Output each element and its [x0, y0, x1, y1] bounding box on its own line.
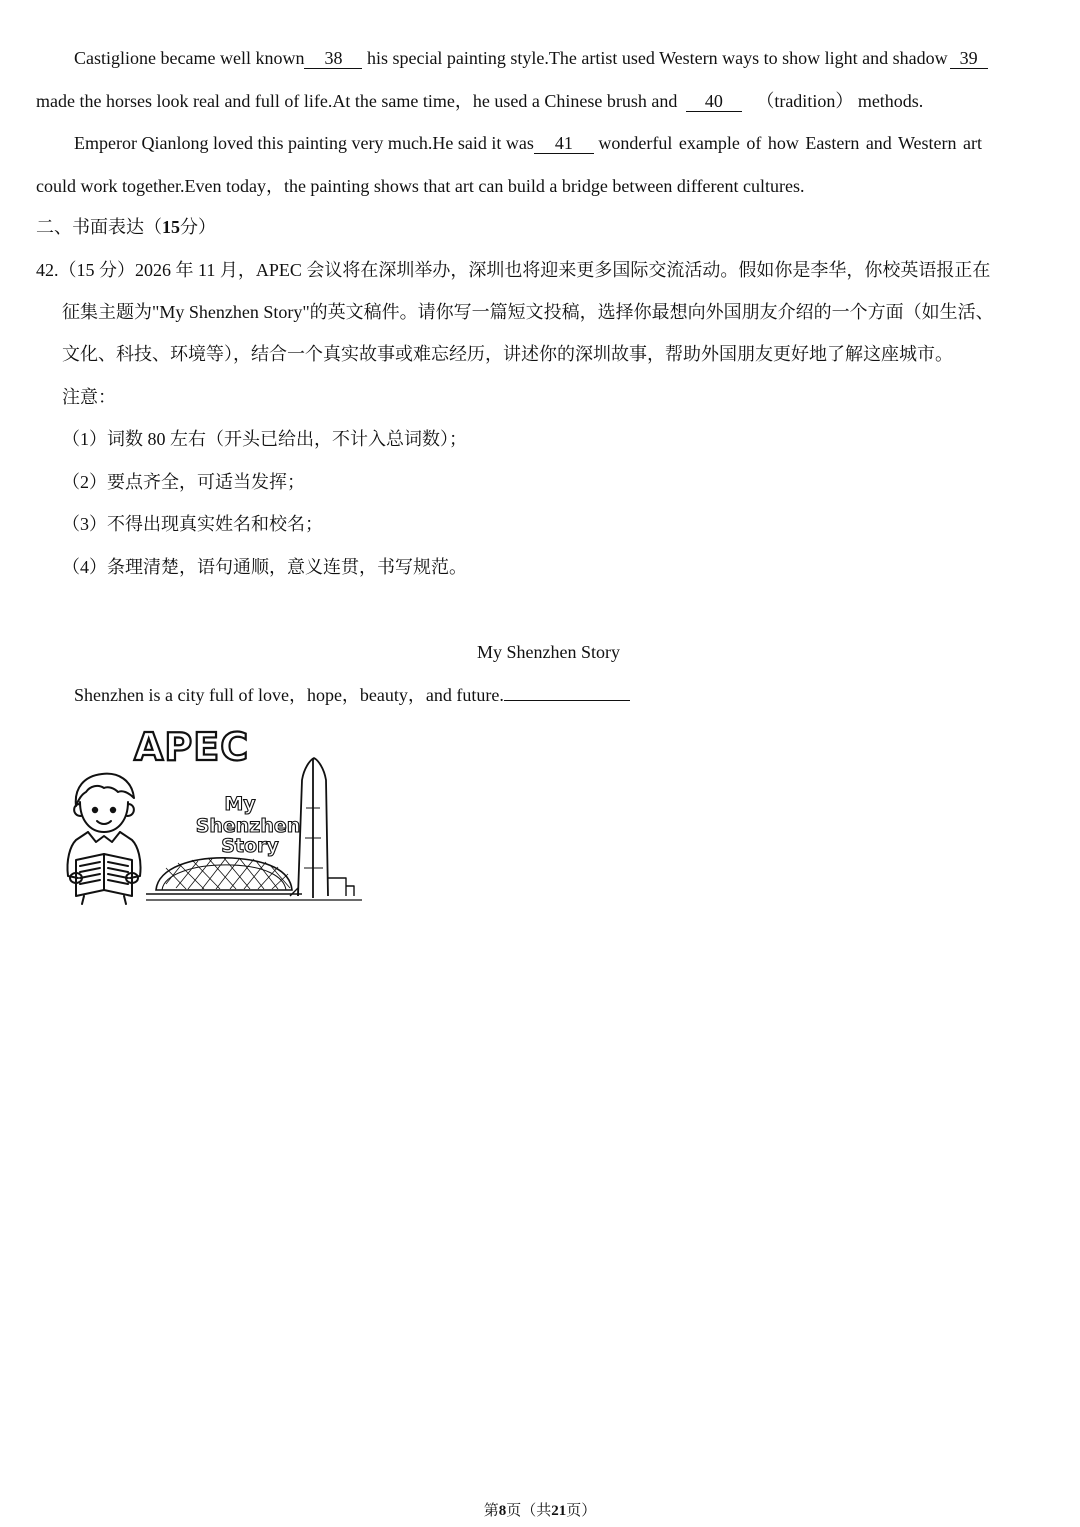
question-line-1: 42.（15 分）2026 年 11 月，APEC 会议将在深圳举办，深圳也将迎来更多国际交流活动。假如你是李华，你校英语报正在 — [36, 260, 991, 280]
question-line-3: 文化、科技、环境等），结合一个真实故事或难忘经历，讲述你的深圳故事，帮助外国朋友更好地了解这座城市。 — [62, 344, 953, 364]
answer-blank-38[interactable]: 38 — [304, 48, 362, 69]
passage-line-2 — [36, 89, 923, 113]
apec-logo-text: APEC — [134, 725, 250, 769]
boy-reading-icon — [67, 774, 140, 904]
note-item-4: （4）条理清楚，语句通顺，意义连贯，书写规范。 — [62, 557, 467, 577]
note-item-1: （1）词数 80 左右（开头已给出，不计入总词数）； — [62, 429, 467, 449]
essay-opening-text: Shenzhen is a city full of love，hope，beauty，and future. — [74, 685, 504, 705]
answer-blank-40[interactable]: 40 — [686, 91, 742, 112]
passage-text: made the horses look real and full of life.At the same time，he used a Chinese brush and — [36, 91, 678, 111]
stadium-icon — [146, 858, 362, 900]
shenzhen-label: Shenzhen — [195, 815, 301, 837]
passage-text: Castiglione became well known — [74, 48, 305, 68]
section-heading — [36, 215, 216, 239]
answer-blank-41[interactable]: 41 — [534, 133, 594, 154]
passage-text: （tradition） methods. — [756, 91, 924, 111]
note-item-3: （3）不得出现真实姓名和校名； — [62, 514, 323, 534]
page-footer — [0, 1501, 1080, 1521]
section-suffix: 分） — [180, 217, 216, 237]
note-label: 注意： — [62, 387, 116, 407]
passage-text: wonderful example of how Eastern and Western art — [598, 133, 982, 153]
skyscraper-icon — [290, 758, 354, 898]
apec-shenzhen-illustration — [62, 718, 362, 908]
total-page-number: 21 — [551, 1503, 567, 1519]
current-page-number: 8 — [498, 1503, 507, 1519]
passage-line-3 — [74, 131, 982, 155]
story-label: Story — [221, 835, 279, 857]
passage-line-1 — [74, 46, 1044, 70]
essay-writing-line[interactable] — [504, 700, 630, 701]
my-label: My — [224, 793, 256, 815]
passage-text: his special painting style.The artist used Western ways to show light and shadow — [366, 48, 948, 68]
passage-text: Emperor Qianlong loved this painting very much.He said it was — [74, 133, 534, 153]
section-prefix: 二、书面表达（ — [36, 217, 162, 237]
essay-title: My Shenzhen Story — [477, 642, 620, 662]
question-line-2: 征集主题为"My Shenzhen Story"的英文稿件。请你写一篇短文投稿，选择你最想向外国朋友介绍的一个方面（如生活、 — [62, 302, 994, 322]
essay-opening — [74, 683, 630, 707]
footer-middle: 页（共 — [506, 1503, 552, 1519]
footer-suffix: 页） — [566, 1503, 597, 1519]
note-item-2: （2）要点齐全，可适当发挥； — [62, 472, 305, 492]
answer-blank-39[interactable]: 39 — [950, 48, 988, 69]
section-score: 15 — [162, 217, 180, 237]
passage-line-4: could work together.Even today，the painting shows that art can build a bridge between different cultures. — [36, 176, 805, 196]
footer-prefix: 第 — [483, 1503, 499, 1519]
